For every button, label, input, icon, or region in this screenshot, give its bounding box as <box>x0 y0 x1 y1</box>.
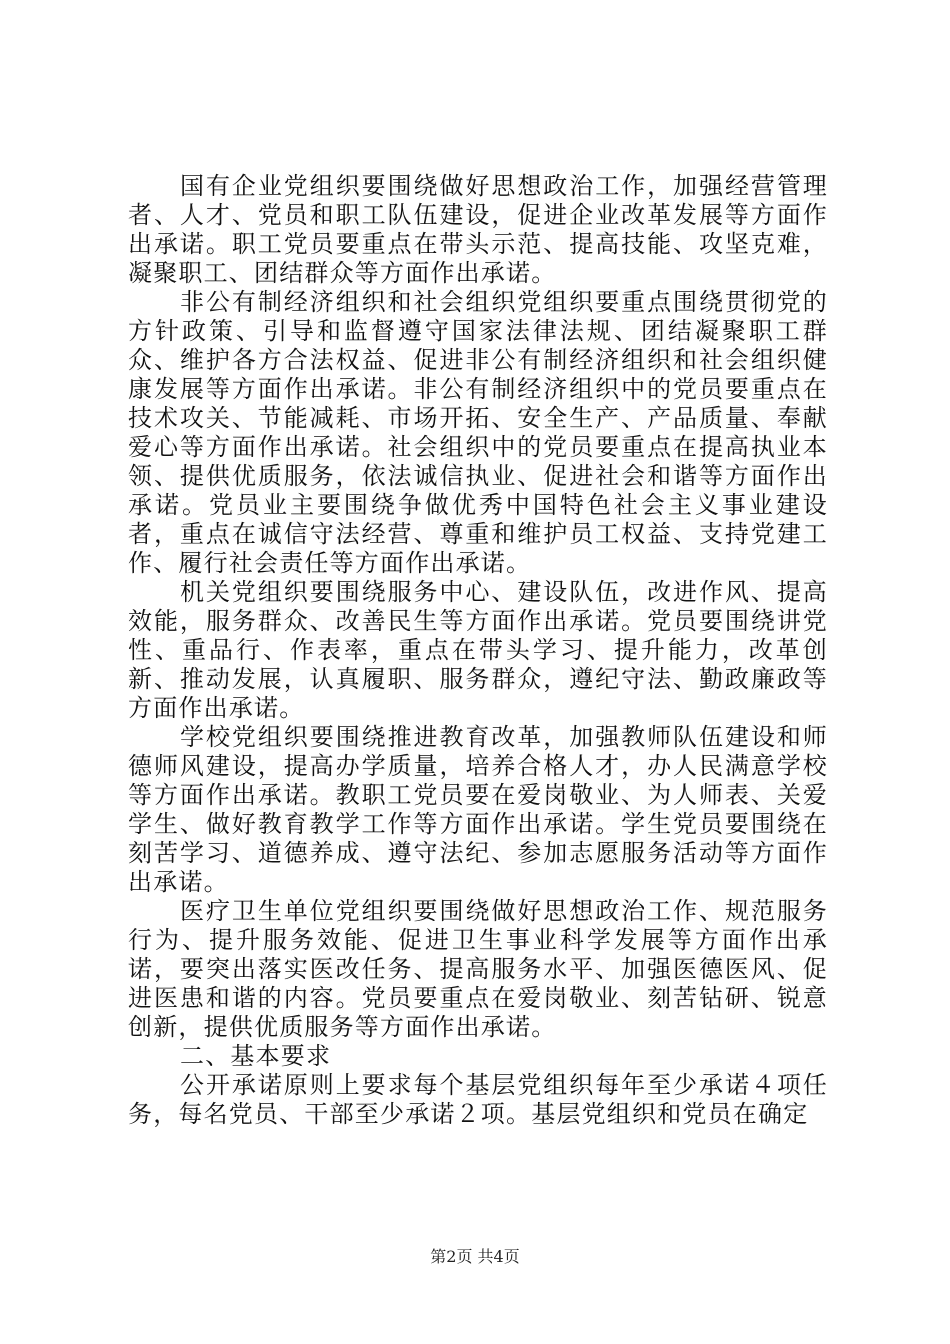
paragraph-public-commitment: 公开承诺原则上要求每个基层党组织每年至少承诺４项任务，每名党员、干部至少承诺２项。基层党组织和党员在确定 <box>128 1071 828 1128</box>
paragraph-medical-units: 医疗卫生单位党组织要围绕做好思想政治工作、规范服务行为、提升服务效能、促进卫生事业科学发展等方面作出承诺，要突出落实医改任务、提高服务水平、加强医德医风、促进医患和谐的内容。党员要重点在爱岗敬业、刻苦钻研、锐意创新，提供优质服务等方面作出承诺。 <box>128 897 828 1041</box>
section-heading-basic-requirements: 二、基本要求 <box>180 1042 332 1070</box>
paragraph-schools: 学校党组织要围绕推进教育改革，加强教师队伍建设和师德师风建设，提高办学质量，培养合格人才，办人民满意学校等方面作出承诺。教职工党员要在爱岗敬业、为人师表、关爱学生、做好教育教学工作等方面作出承诺。学生党员要围绕在刻苦学习、道德养成、遵守法纪、参加志愿服务活动等方面作出承诺。 <box>128 723 828 896</box>
page-number: 第2页 共4页 <box>430 1247 520 1266</box>
paragraph-government-organs: 机关党组织要围绕服务中心、建设队伍，改进作风、提高效能，服务群众、改善民生等方面作出承诺。党员要围绕讲党性、重品行、作表率，重点在带头学习、提升能力，改革创新、推动发展，认真履职、服务群众，遵纪守法、勤政廉政等方面作出承诺。 <box>128 578 828 722</box>
document-body <box>128 172 828 1129</box>
paragraph-non-public-orgs: 非公有制经济组织和社会组织党组织要重点围绕贯彻党的方针政策、引导和监督遵守国家法律法规、团结凝聚职工群众、维护各方合法权益、促进非公有制经济组织和社会组织健康发展等方面作出承诺。非公有制经济组织中的党员要重点在技术攻关、节能减耗、市场开拓、安全生产、产品质量、奉献爱心等方面作出承诺。社会组织中的党员要重点在提高执业本领、提供优质服务，依法诚信执业、促进社会和谐等方面作出承诺。党员业主要围绕争做优秀中国特色社会主义事业建设者，重点在诚信守法经营、尊重和维护员工权益、支持党建工作、履行社会责任等方面作出承诺。 <box>128 288 828 577</box>
paragraph-state-enterprise: 国有企业党组织要围绕做好思想政治工作，加强经营管理者、人才、党员和职工队伍建设，促进企业改革发展等方面作出承诺。职工党员要重点在带头示范、提高技能、攻坚克难，凝聚职工、团结群众等方面作出承诺。 <box>128 172 828 287</box>
